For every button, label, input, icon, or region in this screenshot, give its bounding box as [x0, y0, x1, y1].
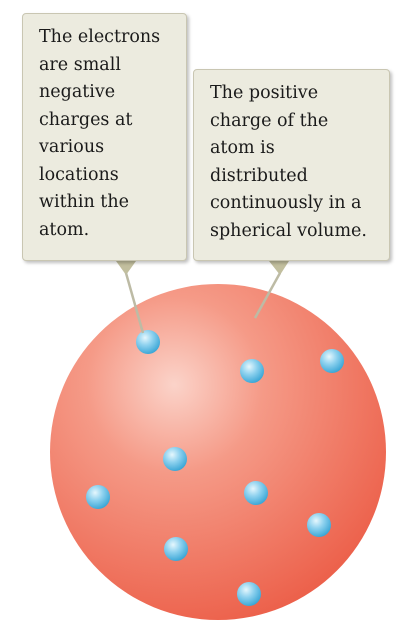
callout-text-line: atom is: [210, 138, 275, 158]
electron: [320, 349, 344, 373]
callout-text-line: spherical volume.: [210, 220, 367, 241]
electron: [86, 485, 110, 509]
electron-pointer-triangle: [116, 261, 136, 275]
electron: [163, 447, 187, 471]
electrons-callout: [22, 13, 187, 261]
electron: [136, 330, 160, 354]
callout-text-line: within the: [39, 192, 129, 212]
callout-text-line: are small: [39, 54, 121, 75]
positive-charge-callout: [193, 69, 390, 261]
electron: [307, 513, 331, 537]
callout-text-line: continuously in a: [210, 193, 362, 213]
positive-charge-sphere: [50, 284, 386, 620]
callout-text-line: distributed: [210, 165, 308, 186]
electron: [164, 537, 188, 561]
callout-text-line: charges at: [39, 109, 133, 130]
electron: [237, 582, 261, 606]
electron: [240, 359, 264, 383]
callout-text-line: The electrons: [39, 27, 161, 47]
callout-text-line: charge of the: [210, 110, 329, 131]
callout-text-line: various: [39, 137, 105, 157]
callout-text-line: atom.: [39, 219, 90, 240]
electron: [244, 481, 268, 505]
callout-text-line: The positive: [210, 83, 319, 103]
callout-text-line: locations: [39, 164, 119, 185]
callout-text-line: negative: [39, 82, 116, 102]
